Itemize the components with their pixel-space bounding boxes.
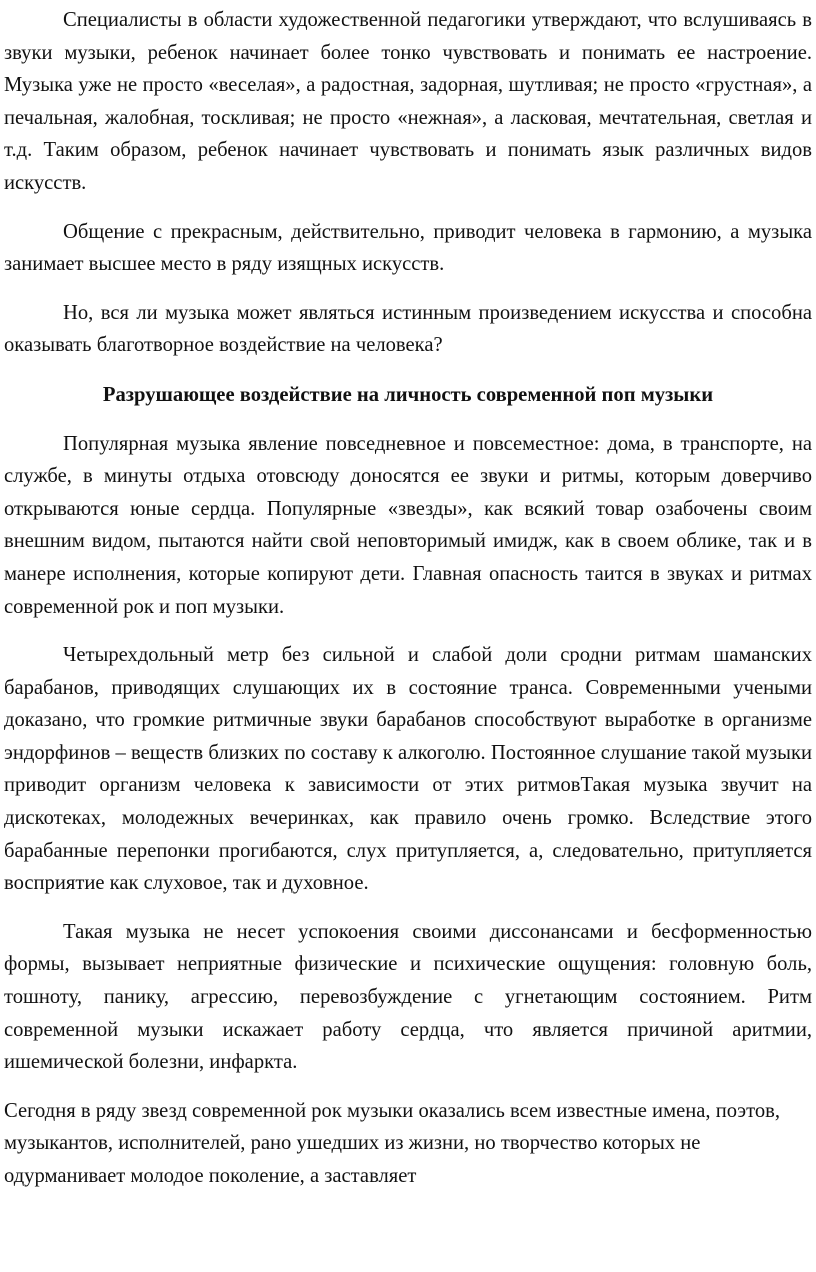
section-heading: Разрушающее воздействие на личность современной поп музыки <box>102 383 714 406</box>
paragraph-health-effects: Такая музыка не несет успокоения своими диссонансами и бесформенностью формы, вызывает неприятные физические и психические ощущения: головную боль, тошноту, панику, агрессию, перевозбуждение с угнетающим состоянием. Ритм современной музыки искажает работу сердца, что является причиной аритмии, ишемической болезни, инфаркта. <box>4 920 812 1074</box>
paragraph-art-pedagogy: Специалисты в области художественной педагогики утверждают, что вслушиваясь в звуки музыки, ребенок начинает более тонко чувствовать и понимать ее настроение. Музыка уже не просто «веселая», а радостная, задорная, шутливая; не просто «грустная», а печальная, жалобная, тоскливая; не просто «нежная», а ласковая, мечтательная, светлая и т.д. Таким образом, ребенок начинает чувствовать и понимать язык различных видов искусств. <box>4 9 812 194</box>
paragraph-rhythm-effects: Четырехдольный метр без сильной и слабой доли сродни ритмам шаманских барабанов, приводящих слушающих их в состояние транса. Современными учеными доказано, что громкие ритмичные звуки барабанов способствуют выработке в организме эндорфинов – веществ близких по составу к алкоголю. Постоянное слушание такой музыки приводит организм человека к зависимости от этих ритмовТакая музыка звучит на дискотеках, молодежных вечеринках, как правило очень громко. Вследствие этого барабанные перепонки прогибаются, слух притупляется, а, следовательно, притупляется восприятие как слуховое, так и духовное. <box>4 644 812 895</box>
paragraph-harmony: Общение с прекрасным, действительно, приводит человека в гармонию, а музыка занимает высшее место в ряду изящных искусств. <box>4 220 812 276</box>
paragraph-rock-stars: Сегодня в ряду звезд современной рок музыки оказались всем известные имена, поэтов, музыкантов, исполнителей, рано ушедших из жизни, но творчество которых не одурманивает молодое поколение, а заставляет <box>4 1099 781 1187</box>
paragraph-question: Но, вся ли музыка может являться истинным произведением искусства и способна оказывать благотворное воздействие на человека? <box>4 301 812 357</box>
paragraph-popular-music: Популярная музыка явление повседневное и повсеместное: дома, в транспорте, на службе, в минуты отдыха отовсюду доносятся ее звуки и ритмы, которым доверчиво открываются юные сердца. Популярные «звезды», как всякий товар озабочены своим внешним видом, пытаются найти свой неповторимый имидж, как в своем облике, так и в манере исполнения, которые копируют дети. Главная опасность таится в звуках и ритмах современной рок и поп музыки. <box>4 432 812 618</box>
